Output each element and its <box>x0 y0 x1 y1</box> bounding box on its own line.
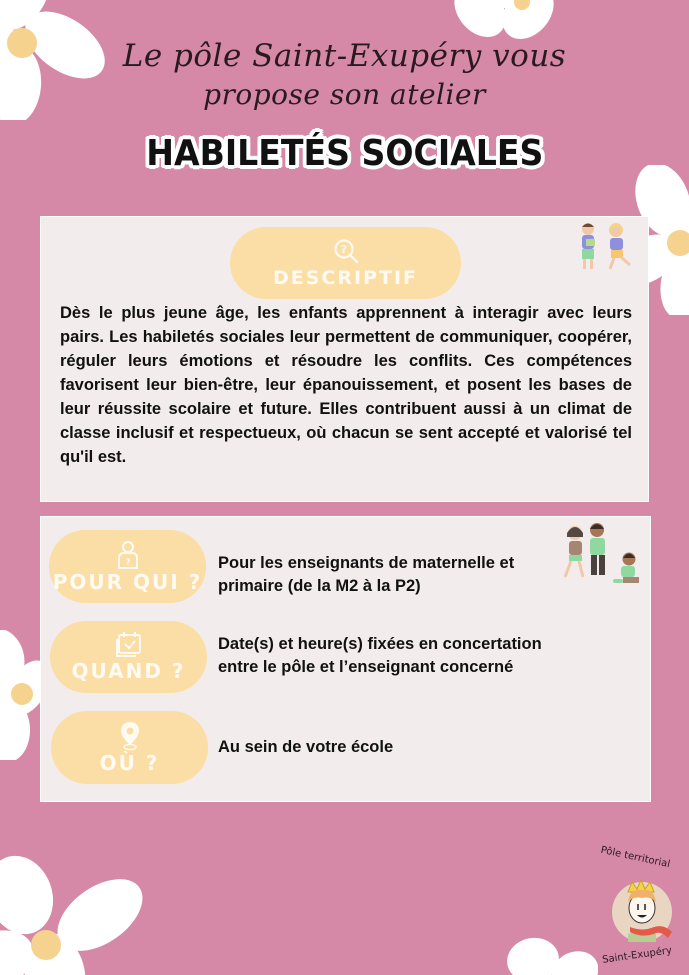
descriptif-label: DESCRIPTIF <box>272 267 418 289</box>
headline-line-2: propose son atelier <box>203 78 486 111</box>
ou-label: OÙ ? <box>99 750 160 775</box>
pole-territorial-logo <box>598 844 688 973</box>
headline-line-1: Le pôle Saint-Exupéry vous <box>122 38 567 74</box>
workshop-title-text: HABILETÉS SOCIALES <box>145 133 544 174</box>
location-pin-icon <box>119 721 141 751</box>
flower-decoration-left <box>0 630 42 760</box>
children-gift-illustration <box>574 219 636 274</box>
logo-bottom-text: Saint-Exupéry <box>601 945 673 966</box>
ou-text: Au sein de votre école <box>218 738 394 756</box>
svg-text:?: ? <box>340 243 347 256</box>
flower-decoration-bottom-right <box>503 930 598 975</box>
description-text: Dès le plus jeune âge, les enfants apprennent à interagir avec leurs pairs. Les habiletés sociales leur permettent de communiquer, coopérer, réguler leurs émotions et résoudre les conflits. Ces compétences favorisent leur bien-être, leur épanouissement, et posent les bases de leur réussite scolaire et future. Elles contribuent aussi à un climat de classe inclusif et respectueux, où chacun se sent accepté et valorisé tel qu'il est. <box>60 304 632 466</box>
pour-qui-text: Pour les enseignants de maternelle et primaire (de la M2 à la P2) <box>218 554 515 595</box>
description-card <box>40 216 649 502</box>
little-prince-icon <box>608 872 678 950</box>
flower-decoration-bottom-left <box>0 850 145 975</box>
info-card <box>40 516 651 802</box>
quand-badge <box>50 621 207 693</box>
ou-badge <box>51 711 208 784</box>
descriptif-badge <box>230 227 461 299</box>
workshop-title <box>0 133 689 174</box>
calendar-check-icon <box>114 631 144 659</box>
magnifier-question-icon <box>332 237 360 265</box>
person-question-icon <box>116 540 140 570</box>
children-playing-illustration <box>557 519 645 591</box>
svg-text:?: ? <box>124 557 131 568</box>
quand-text: Date(s) et heure(s) fixées en concertation entre le pôle et l’enseignant concerné <box>218 635 542 676</box>
logo-top-text: Pôle territorial <box>599 844 672 871</box>
quand-label: QUAND ? <box>71 659 186 683</box>
pour-qui-badge <box>49 530 206 603</box>
pour-qui-label: POUR QUI ? <box>52 569 203 594</box>
